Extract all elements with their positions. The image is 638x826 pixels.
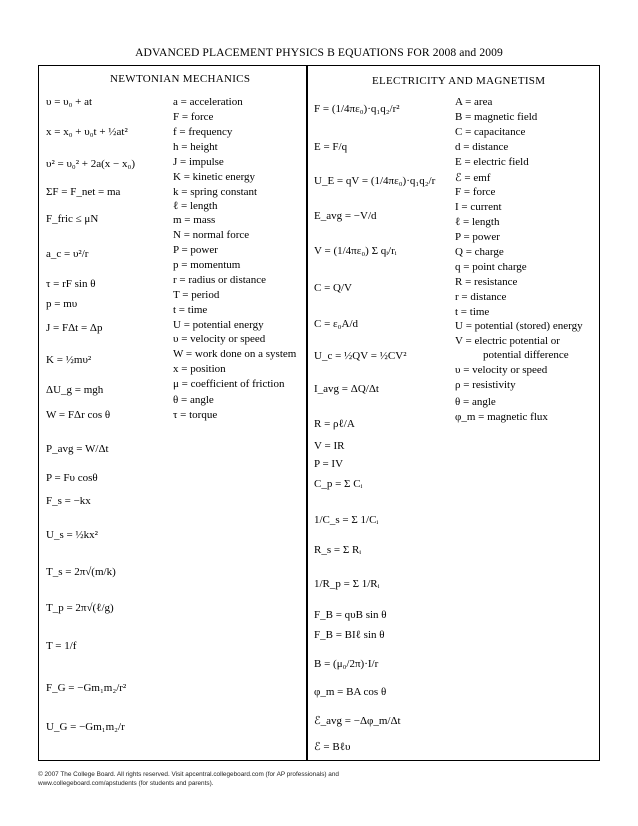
variable-definition: ℓ = length	[173, 200, 218, 212]
equation: R = ρℓ/A	[314, 418, 355, 430]
equation: W = FΔr cos θ	[46, 409, 111, 421]
variable-definition: N = normal force	[173, 229, 250, 241]
variable-definition: f = frequency	[173, 126, 233, 138]
equation: B = (μ₀/2π)·I/r	[314, 658, 379, 670]
equation: P_avg = W/Δt	[46, 443, 109, 455]
variable-definition: m = mass	[173, 214, 216, 226]
variable-definition: ρ = resistivity	[455, 379, 516, 391]
equation: T_p = 2π√(ℓ/g)	[46, 602, 114, 614]
equation: υ² = υ₀² + 2a(x − x₀)	[46, 158, 135, 170]
variable-definition: r = distance	[455, 291, 507, 303]
variable-definition: F = force	[173, 111, 214, 123]
equation: τ = rF sin θ	[46, 278, 96, 290]
equation: F_fric ≤ μN	[46, 213, 99, 225]
variable-definition: potential difference	[483, 349, 569, 361]
variable-definition: B = magnetic field	[455, 111, 538, 123]
equation: F_G = −Gm₁m₂/r²	[46, 682, 127, 694]
equation: E_avg = −V/d	[314, 210, 377, 222]
copyright-footer	[38, 770, 598, 788]
variable-definition: P = power	[455, 231, 500, 243]
variable-definition: k = spring constant	[173, 186, 258, 198]
equation: E = F/q	[314, 141, 348, 153]
equation: p = mυ	[46, 298, 78, 310]
variable-definition: I = current	[455, 201, 502, 213]
equation: ℰ_avg = −Δφ_m/Δt	[314, 715, 401, 727]
equation: a_c = υ²/r	[46, 248, 89, 260]
variable-definition: τ = torque	[173, 409, 218, 421]
equation: C_p = Σ Cᵢ	[314, 478, 363, 490]
equation: J = FΔt = Δp	[46, 322, 103, 334]
equation: F_B = qυB sin θ	[314, 609, 387, 621]
equation: C = Q/V	[314, 282, 352, 294]
variable-definition: p = momentum	[173, 259, 241, 271]
variable-definition: E = electric field	[455, 156, 529, 168]
variable-definition: J = impulse	[173, 156, 224, 168]
variable-definition: U = potential energy	[173, 319, 264, 331]
variable-definition: d = distance	[455, 141, 509, 153]
equation: K = ½mυ²	[46, 354, 92, 366]
equation: 1/C_s = Σ 1/Cᵢ	[314, 514, 379, 526]
equation: U_s = ½kx²	[46, 529, 98, 541]
variable-definition: υ = velocity or speed	[173, 333, 266, 345]
variable-definition: Q = charge	[455, 246, 504, 258]
variable-definition: μ = coefficient of friction	[173, 378, 285, 390]
variable-definition: φ_m = magnetic flux	[455, 411, 548, 423]
equation: x = x₀ + υ₀t + ½at²	[46, 126, 128, 138]
equation: U_c = ½QV = ½CV²	[314, 350, 407, 362]
variable-definition: h = height	[173, 141, 218, 153]
equation: V = IR	[314, 440, 345, 452]
variable-definition: P = power	[173, 244, 218, 256]
variable-definition: θ = angle	[455, 396, 496, 408]
equation: 1/R_p = Σ 1/Rᵢ	[314, 578, 380, 590]
equation: R_s = Σ Rᵢ	[314, 544, 362, 556]
equation: P = Fυ cosθ	[46, 472, 98, 484]
variable-definition: W = work done on a system	[173, 348, 297, 360]
equation: I_avg = ΔQ/Δt	[314, 383, 379, 395]
variable-definition: ℓ = length	[455, 216, 500, 228]
equation: T_s = 2π√(m/k)	[46, 566, 116, 578]
equation: υ = υ₀ + at	[46, 96, 93, 108]
equation: ℰ = Bℓυ	[314, 741, 351, 753]
equation: C = ε₀A/d	[314, 318, 358, 330]
page-title: ADVANCED PLACEMENT PHYSICS B EQUATIONS FOR 2008 and 2009	[135, 46, 503, 59]
variable-definition: F = force	[455, 186, 496, 198]
variable-definition: R = resistance	[455, 276, 518, 288]
newtonian-heading: NEWTONIAN MECHANICS	[110, 73, 251, 85]
variable-definition: K = kinetic energy	[173, 171, 256, 183]
column-divider	[306, 65, 308, 761]
equation: φ_m = BA cos θ	[314, 686, 387, 698]
equation: P = IV	[314, 458, 344, 470]
variable-definition: a = acceleration	[173, 96, 243, 108]
equation: U_E = qV = (1/4πε₀)·q₁q₂/r	[314, 175, 436, 187]
variable-definition: U = potential (stored) energy	[455, 320, 583, 332]
equation: V = (1/4πε₀) Σ qᵢ/rᵢ	[314, 245, 397, 257]
variable-definition: A = area	[455, 96, 493, 108]
equation: F_B = BIℓ sin θ	[314, 629, 385, 641]
variable-definition: t = time	[455, 306, 490, 318]
variable-definition: r = radius or distance	[173, 274, 266, 286]
variable-definition: υ = velocity or speed	[455, 364, 548, 376]
variable-definition: θ = angle	[173, 394, 214, 406]
variable-definition: x = position	[173, 363, 226, 375]
variable-definition: V = electric potential or	[455, 335, 560, 347]
variable-definition: T = period	[173, 289, 220, 301]
equation: F = (1/4πε₀)·q₁q₂/r²	[314, 103, 400, 115]
variable-definition: ℰ = emf	[455, 172, 491, 184]
equation: T = 1/f	[46, 640, 77, 652]
footer-line: © 2007 The College Board. All rights reserved. Visit apcentral.collegeboard.com (for AP professionals) and	[38, 771, 339, 778]
variable-definition: q = point charge	[455, 261, 527, 273]
equation: ΔU_g = mgh	[46, 384, 104, 396]
electricity-heading: ELECTRICITY AND MAGNETISM	[372, 75, 546, 87]
variable-definition: C = capacitance	[455, 126, 526, 138]
equation: U_G = −Gm₁m₂/r	[46, 721, 125, 733]
equation: ΣF = F_net = ma	[46, 186, 121, 198]
variable-definition: t = time	[173, 304, 208, 316]
footer-line: www.collegeboard.com/apstudents (for students and parents).	[38, 780, 214, 787]
equation: F_s = −kx	[46, 495, 91, 507]
